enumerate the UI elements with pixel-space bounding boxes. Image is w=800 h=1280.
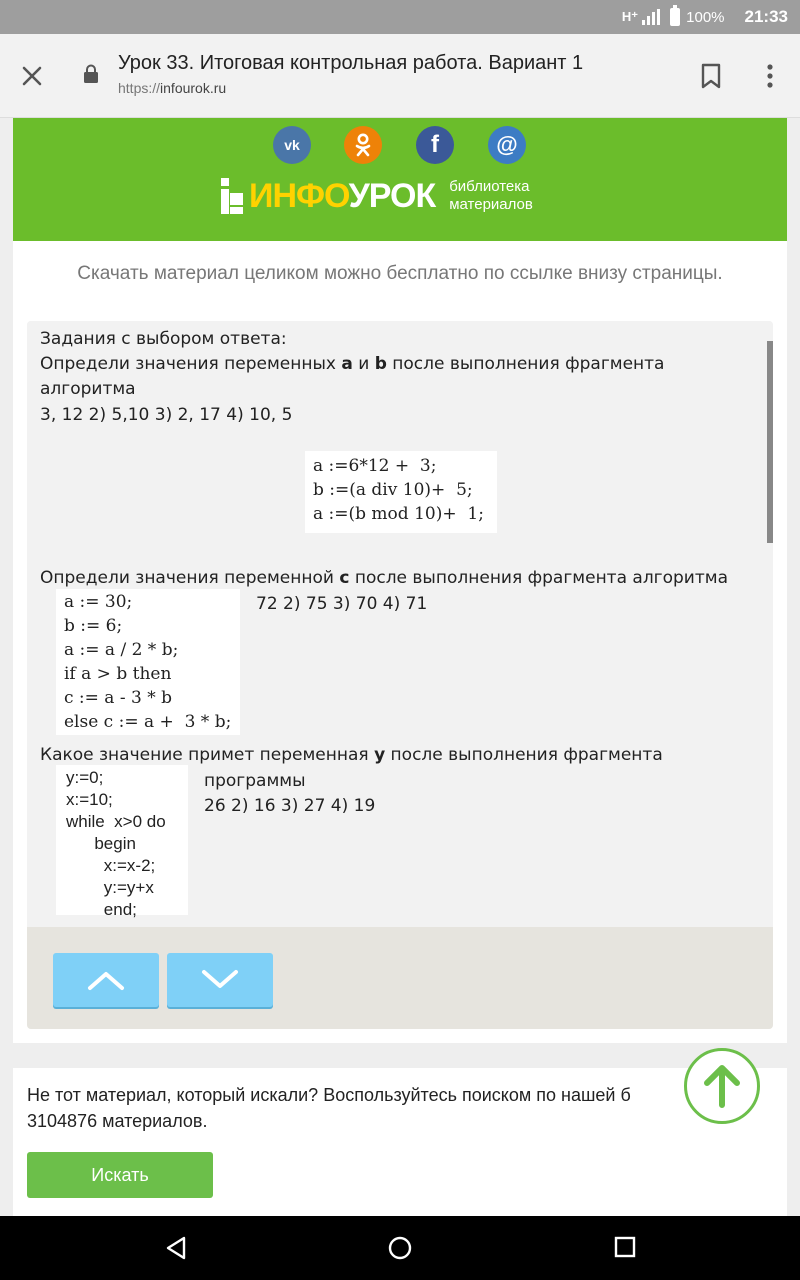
home-icon[interactable] — [387, 1236, 413, 1262]
slide — [27, 321, 773, 927]
signal-icon — [642, 9, 660, 25]
arrow-up-icon — [702, 1063, 742, 1109]
browser-toolbar — [0, 34, 800, 118]
question-1 — [40, 352, 664, 376]
logo-text-white-part: УРОК — [348, 177, 436, 215]
slide-viewer — [27, 321, 773, 1029]
slide-scrollbar[interactable] — [767, 341, 773, 543]
bookmark-icon[interactable] — [700, 62, 722, 90]
page-url[interactable] — [118, 80, 226, 96]
system-navigation-bar — [0, 1216, 800, 1280]
q1-text-post: после выполнения фрагмента — [386, 354, 665, 374]
page-title: Урок 33. Итоговая контрольная работа. Вариант 1 — [118, 52, 584, 74]
question-1-answers: 3, 12 2) 5,10 3) 2, 17 4) 10, 5 — [40, 405, 293, 425]
close-icon[interactable] — [18, 62, 46, 90]
code-block-1: a :=6*12 + 3; b :=(a div 10)+ 5; a :=(b mod 10)+ 1; — [305, 451, 497, 533]
scroll-to-top-button[interactable] — [684, 1048, 760, 1124]
question-2 — [40, 566, 728, 590]
q3-text-pre: Какое значение примет переменная — [40, 745, 375, 765]
q2-var-c: c — [339, 568, 350, 588]
q1-text-and: и — [352, 354, 375, 374]
download-note: Скачать материал целиком можно бесплатно по ссылке внизу страницы. — [13, 241, 787, 307]
logo-subtitle-line1: библиотека — [449, 178, 530, 195]
search-prompt — [27, 1082, 747, 1134]
url-protocol: https:// — [118, 80, 161, 96]
url-host: infourok.ru — [160, 80, 227, 96]
question-1-line2: алгоритма — [40, 379, 136, 399]
q1-var-b: b — [374, 354, 387, 374]
clock: 21:33 — [744, 7, 788, 26]
prev-slide-button[interactable] — [53, 953, 159, 1007]
network-indicator: H⁺ — [621, 9, 639, 24]
mail-icon[interactable]: @ — [488, 126, 526, 164]
viewer-controls — [27, 927, 773, 1029]
more-vert-icon[interactable] — [764, 62, 776, 90]
chevron-down-icon — [200, 968, 240, 992]
question-2-answers: 72 2) 75 3) 70 4) 71 — [256, 594, 428, 614]
search-button[interactable]: Искать — [27, 1152, 213, 1198]
odnoklassniki-icon[interactable] — [344, 126, 382, 164]
logo-subtitle-line2: материалов — [449, 196, 533, 213]
logo-mark-icon — [221, 178, 243, 214]
question-3-line2: программы — [204, 771, 306, 791]
q2-text-pre: Определи значения переменной — [40, 568, 340, 588]
q3-text-post: после выполнения фрагмента — [385, 745, 663, 765]
q1-text-pre: Определи значения переменных — [40, 354, 342, 374]
question-3-answers: 26 2) 16 3) 27 4) 19 — [204, 796, 376, 816]
q2-text-post: после выполнения фрагмента алгоритма — [349, 568, 729, 588]
battery-icon — [670, 8, 680, 26]
question-3 — [40, 743, 663, 767]
site-banner — [13, 118, 787, 241]
code-block-2: a := 30; b := 6; a := a / 2 * b; if a > b then c := a - 3 * b else c := a + 3 * b; — [56, 589, 240, 735]
vk-icon[interactable]: vk — [273, 126, 311, 164]
recents-icon[interactable] — [614, 1236, 636, 1258]
search-prompt-line2: 3104876 материалов. — [27, 1111, 208, 1131]
facebook-icon[interactable]: f — [416, 126, 454, 164]
code-block-3: y:=0; x:=10; while x>0 do begin x:=x-2; y:=y+x end; — [56, 765, 188, 915]
q1-var-a: a — [341, 354, 353, 374]
status-bar — [0, 0, 800, 34]
q3-var-y: y — [374, 745, 386, 765]
search-section — [13, 1068, 787, 1216]
logo-subtitle — [449, 178, 533, 214]
viewer-container — [13, 307, 787, 1043]
slide-heading: Задания с выбором ответа: — [40, 329, 287, 349]
search-prompt-line1: Не тот материал, который искали? Воспользуйтесь поиском по нашей б — [27, 1085, 631, 1105]
logo-text-yellow-part1: ИНФО — [249, 177, 349, 215]
back-icon[interactable] — [164, 1236, 188, 1260]
infourok-logo[interactable] — [221, 176, 533, 216]
lock-icon — [82, 64, 100, 84]
chevron-up-icon — [86, 968, 126, 992]
next-slide-button[interactable] — [167, 953, 273, 1007]
battery-percent: 100% — [686, 8, 725, 26]
